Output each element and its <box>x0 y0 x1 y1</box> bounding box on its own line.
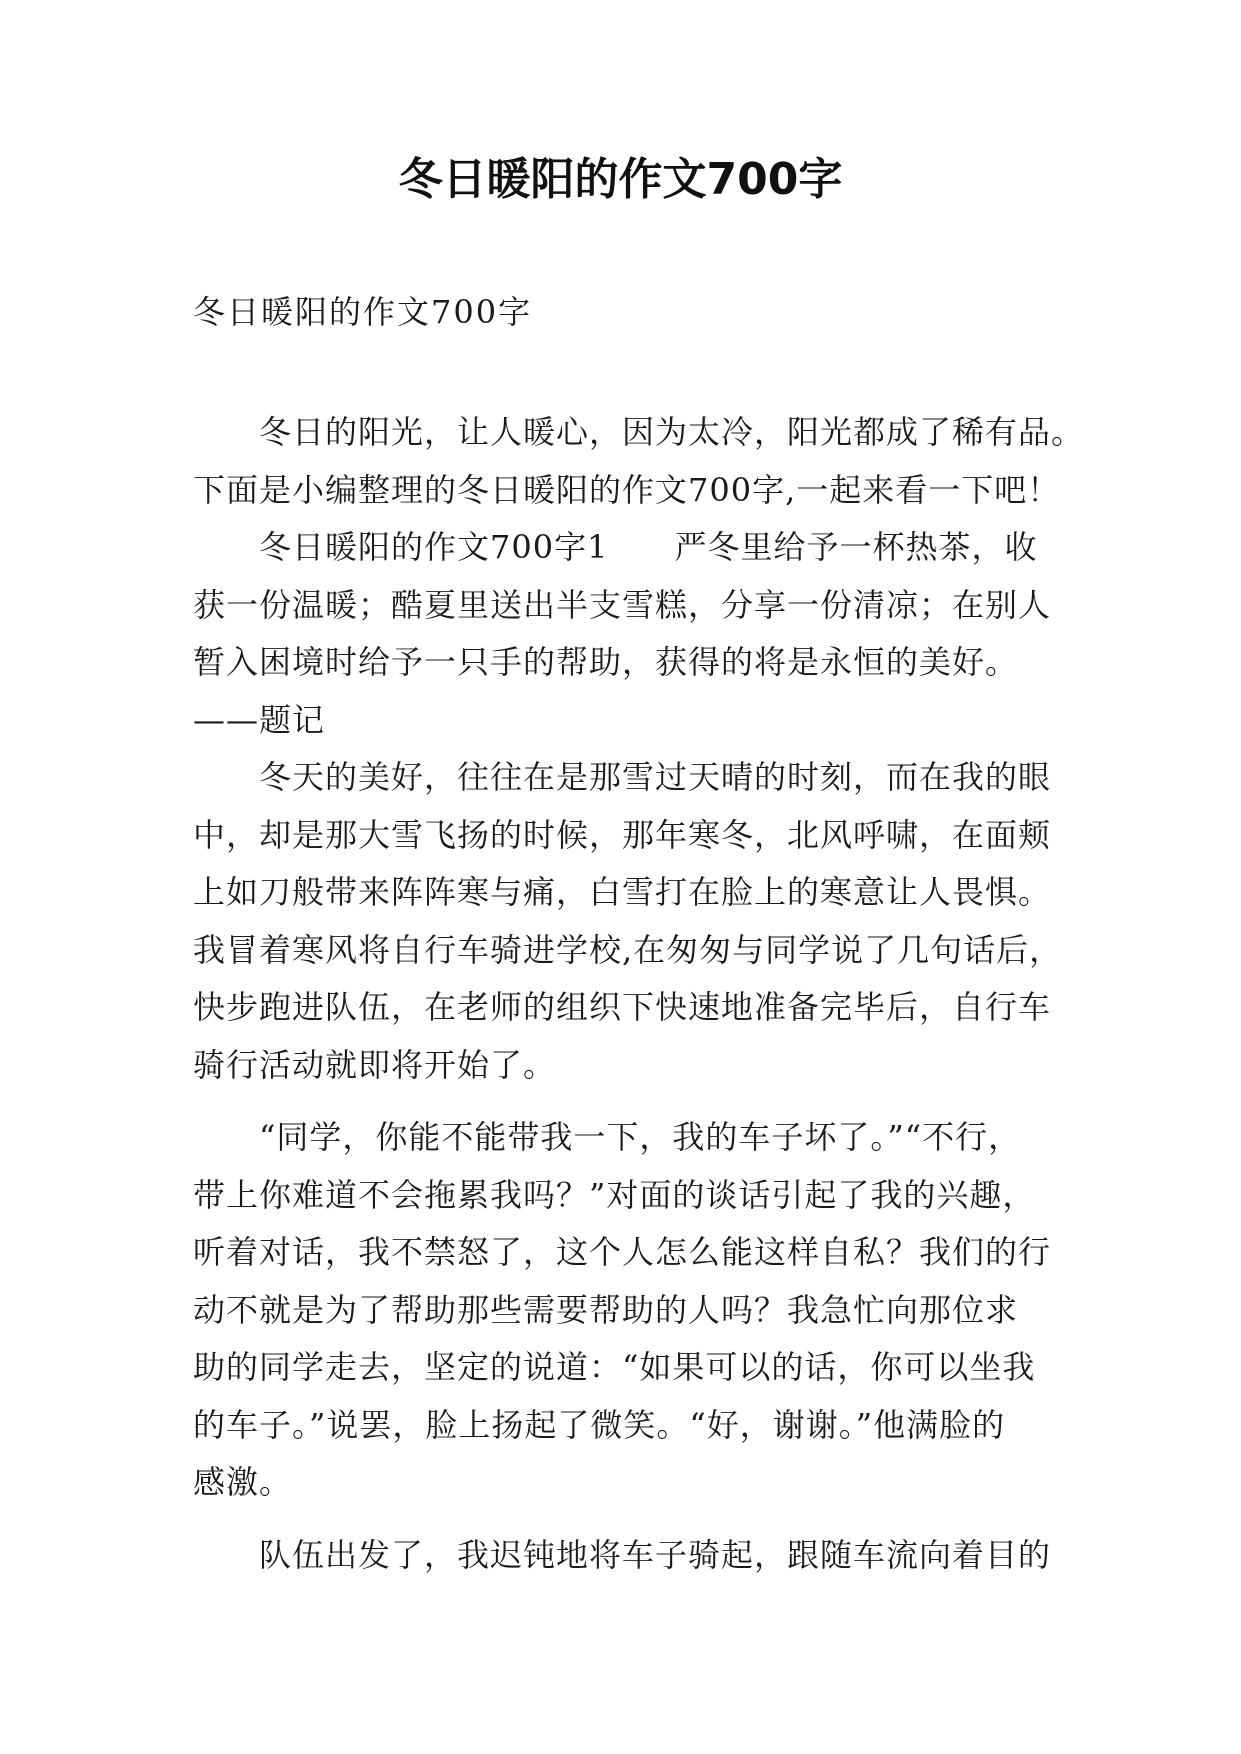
body-line: 上如刀般带来阵阵寒与痛，白雪打在脸上的寒意让人畏惧。 <box>193 873 1052 911</box>
body-line: 快步跑进队伍，在老师的组织下快速地准备完毕后，自行车 <box>193 988 1052 1026</box>
paragraph-gap <box>193 1094 1051 1109</box>
body-line: “同学，你能不能带我一下，我的车子坏了。”“不行， <box>193 1118 1022 1156</box>
body-line: 冬天的美好，往往在是那雪过天晴的时刻，而在我的眼 <box>193 758 1052 796</box>
body-line: 感激。 <box>193 1463 293 1501</box>
body-line: 带上你难道不会拖累我吗？”对面的谈话引起了我的兴趣， <box>193 1175 1036 1214</box>
body-line: 冬日暖阳的作文700字1 严冬里给予一杯热茶，收 <box>193 528 1038 566</box>
body-line: 动不就是为了帮助那些需要帮助的人吗？我急忙向那位求 <box>193 1290 1019 1329</box>
body-line: 下面是小编整理的冬日暖阳的作文700字,一起来看一下吧！ <box>193 470 1061 509</box>
document-body <box>193 404 1085 1584</box>
body-line: 暂入困境时给予一只手的帮助，获得的将是永恒的美好。 <box>193 643 1019 681</box>
body-line: 队伍出发了，我迟钝地将车子骑起，跟随车流向着目的 <box>193 1535 1052 1574</box>
body-line: 获一份温暖；酷夏里送出半支雪糕，分享一份清凉；在别人 <box>193 585 1052 624</box>
body-line: 冬日的阳光，让人暖心，因为太冷，阳光都成了稀有品。 <box>193 413 1085 451</box>
document-title: 冬日暖阳的作文700字 <box>398 154 843 205</box>
body-line: 听着对话，我不禁怒了，这个人怎么能这样自私？我们的行 <box>193 1233 1052 1271</box>
body-line: 中，却是那大雪飞扬的时候，那年寒冬，北风呼啸，在面颊 <box>193 815 1052 854</box>
body-line: 的车子。”说罢，脸上扬起了微笑。“好，谢谢。”他满脸的 <box>193 1405 1006 1444</box>
body-line: 我冒着寒风将自行车骑进学校,在匆匆与同学说了几句话后， <box>193 930 1063 969</box>
body-line: ——题记 <box>193 700 326 739</box>
document-subtitle: 冬日暖阳的作文700字 <box>193 293 533 331</box>
body-line: 骑行活动就即将开始了。 <box>193 1045 557 1084</box>
paragraph-gap <box>193 1512 1051 1527</box>
body-line: 助的同学走去，坚定的说道：“如果可以的话，你可以坐我 <box>193 1348 1036 1386</box>
